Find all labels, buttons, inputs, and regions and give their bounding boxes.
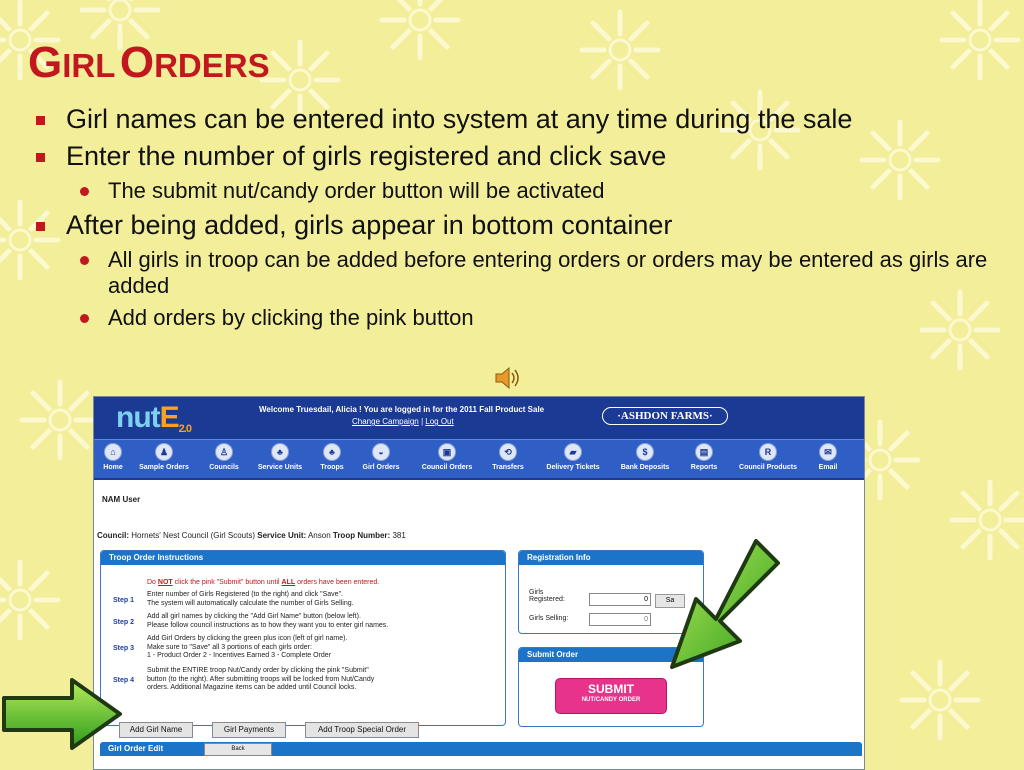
email-icon: ✉ — [819, 443, 837, 461]
group-icon: ♣ — [271, 443, 289, 461]
back-button[interactable]: Back — [204, 743, 272, 756]
truck-icon: ▰ — [564, 443, 582, 461]
green-arrow-icon — [0, 676, 126, 752]
nav-delivery-tickets[interactable]: ▰ Delivery Tickets — [538, 443, 608, 471]
bullet-item: Enter the number of girls registered and click save — [36, 141, 1006, 171]
round-bullet-icon — [80, 256, 89, 265]
nav-councils[interactable]: ♙ Councils — [202, 443, 246, 471]
group-icon: ♣ — [323, 443, 341, 461]
square-bullet-icon — [36, 153, 45, 162]
bullet-list — [36, 104, 1006, 337]
cart-icon: ▣ — [438, 443, 456, 461]
welcome-text: Welcome Truesdail, Alicia ! You are logged in for the 2011 Fall Product Sale — [259, 405, 545, 414]
nav-council-products[interactable]: R Council Products — [730, 443, 806, 471]
product-icon: R — [759, 443, 777, 461]
home-icon: ⌂ — [104, 443, 122, 461]
app-logo: nutE2.0 — [116, 401, 191, 435]
sub-bullet-item: All girls in troop can be added before entering orders or orders may be entered as girls are added — [36, 247, 1006, 299]
nav-girl-orders[interactable]: ◒ Girl Orders — [356, 443, 406, 471]
app-header — [94, 397, 864, 439]
user-role: NAM User — [102, 495, 141, 504]
change-campaign-link[interactable]: Change Campaign — [352, 417, 419, 426]
sub-bullet-item: Add orders by clicking the pink button — [36, 305, 1006, 331]
girl-payments-button[interactable]: Girl Payments — [212, 722, 286, 738]
bullet-item: Girl names can be entered into system at any time during the sale — [36, 104, 1006, 134]
girl-order-edit-bar — [100, 742, 862, 756]
panel-title: Troop Order Instructions — [101, 551, 505, 565]
round-bullet-icon — [80, 314, 89, 323]
submit-order-button[interactable]: SUBMIT NUT/CANDY ORDER — [555, 678, 667, 714]
girls-selling-value: 0 — [589, 613, 651, 626]
bullet-item: After being added, girls appear in bottom container — [36, 210, 1006, 240]
speaker-icon[interactable] — [494, 366, 522, 390]
round-bullet-icon — [80, 187, 89, 196]
troop-order-instructions-panel: Troop Order Instructions Do NOT click the pink "Submit" button until ALL orders have been entered. Step 1 Enter number of Girls Registered (to the right) and click "Save". The system will automatically calculate the number of Girls Selling. Step 2 Add all girl names by clicking the "Add Girl Name" button (below left). Please follow council instructions as to how they want you to enter girl names. Step 3 Add Girl Orders by clicking the green plus icon (left of girl name). Make sure to "Save" all 3 portions of each girls order: 1 - Product Order 2 - Incentives Earned 3 - Complete Order Step 4 Submit the ENTIRE troop Nut/Candy order by clicking the pink "Submit" button (to the right). After submitting troops will be locked from Nut/Candy orders. Additional Magazine items can be added until Council locks. — [100, 550, 506, 726]
square-bullet-icon — [36, 222, 45, 231]
panel-title: Submit Order — [519, 648, 703, 662]
nav-bank-deposits[interactable]: $ Bank Deposits — [614, 443, 676, 471]
girls-registered-label: Girls Registered: — [529, 589, 565, 603]
person-icon: ♙ — [215, 443, 233, 461]
link-separator: | — [420, 417, 424, 426]
council-info: Council: Hornets' Nest Council (Girl Scouts) Service Unit: Anson Troop Number: 381 — [97, 531, 406, 540]
main-nav — [94, 439, 864, 480]
nav-reports[interactable]: ▤ Reports — [684, 443, 724, 471]
person-icon: ♟ — [155, 443, 173, 461]
nav-transfers[interactable]: ⟲ Transfers — [486, 443, 530, 471]
girls-selling-label: Girls Selling: — [529, 615, 569, 622]
square-bullet-icon — [36, 116, 45, 125]
dollar-icon: $ — [636, 443, 654, 461]
panel-title: Registration Info — [519, 551, 703, 565]
reports-icon: ▤ — [695, 443, 713, 461]
add-girl-name-button[interactable]: Add Girl Name — [119, 722, 193, 738]
logout-link[interactable]: Log Out — [425, 417, 454, 426]
nav-home[interactable]: ⌂ Home — [98, 443, 128, 471]
panel-title: Girl Order Edit — [108, 744, 164, 753]
sub-bullet-item: The submit nut/candy order button will be activated — [36, 178, 1006, 204]
save-button[interactable]: Sa — [655, 594, 685, 608]
nav-troops[interactable]: ♣ Troops — [314, 443, 350, 471]
basket-icon: ◒ — [372, 443, 390, 461]
slide-title: GIRL ORDERS — [28, 38, 270, 87]
nav-email[interactable]: ✉ Email — [812, 443, 844, 471]
header-links — [352, 417, 454, 426]
girls-registered-input[interactable]: 0 — [589, 593, 651, 606]
transfer-icon: ⟲ — [499, 443, 517, 461]
nav-sample-orders[interactable]: ♟ Sample Orders — [130, 443, 198, 471]
green-arrow-icon — [664, 535, 784, 675]
ashdon-farms-logo: ·ASHDON FARMS· — [602, 407, 728, 425]
add-troop-special-order-button[interactable]: Add Troop Special Order — [305, 722, 419, 738]
nav-service-units[interactable]: ♣ Service Units — [250, 443, 310, 471]
nav-council-orders[interactable]: ▣ Council Orders — [414, 443, 480, 471]
